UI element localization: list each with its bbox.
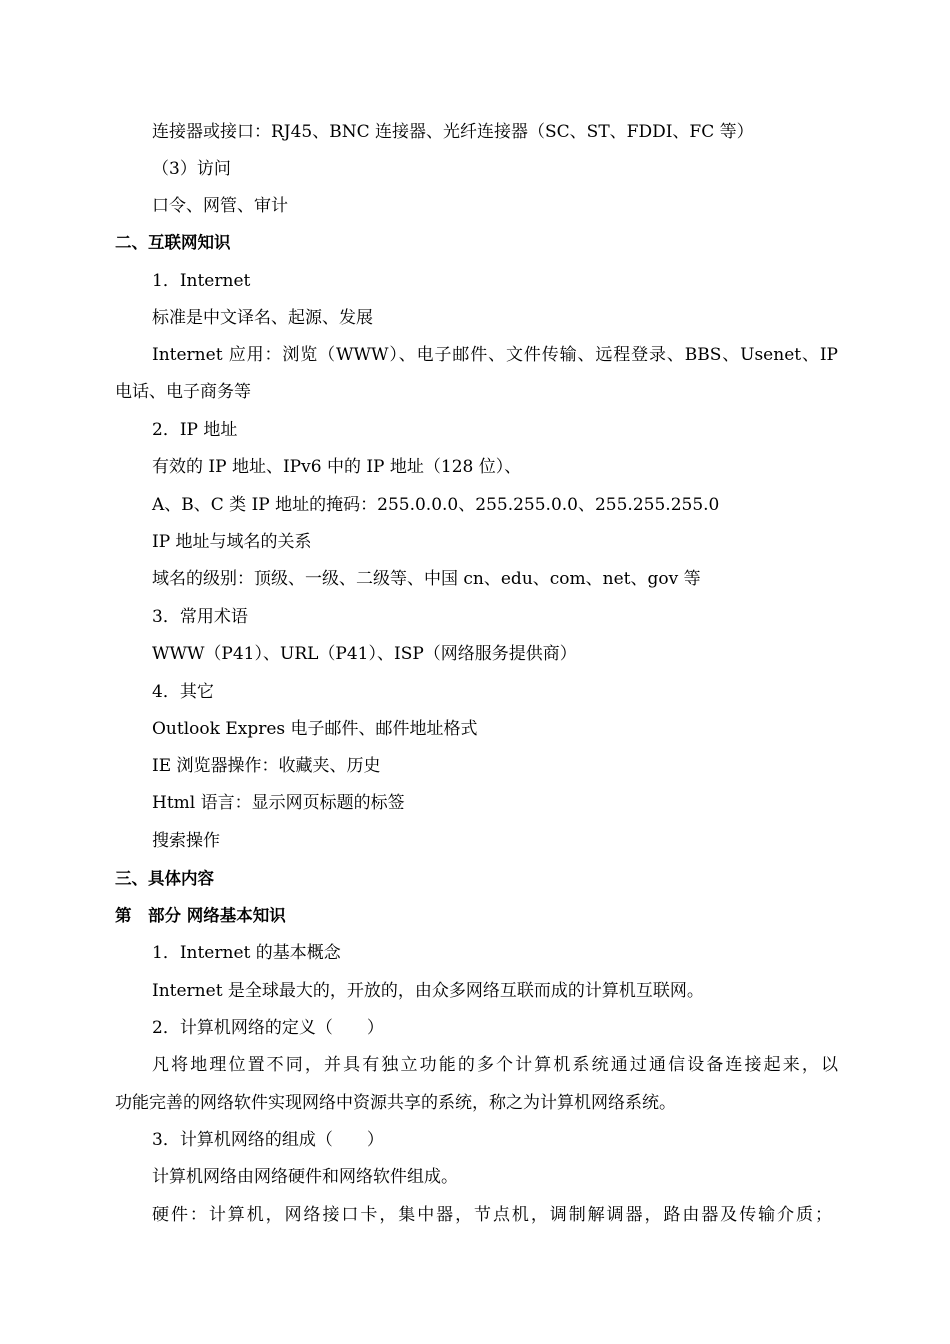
text-line-ie-browser: IE 浏览器操作：收藏夹、历史 — [152, 756, 381, 776]
subheading-internet: 1．Internet — [152, 271, 251, 291]
text-line-valid-ip: 有效的 IP 地址、IPv6 中的 IP 地址（128 位）、 — [152, 457, 522, 477]
section-heading-internet-knowledge: 二、互联网知识 — [115, 233, 231, 252]
text-line-network-definition-cont: 功能完善的网络软件实现网络中资源共享的系统，称之为计算机网络系统。 — [115, 1093, 676, 1113]
text-line-outlook: Outlook Expres 电子邮件、邮件地址格式 — [152, 719, 478, 739]
text-line-internet-standard: 标准是中文译名、起源、发展 — [152, 308, 373, 328]
text-line-connectors: 连接器或接口：RJ45、BNC 连接器、光纤连接器（SC、ST、FDDI、FC 等） — [152, 122, 754, 142]
text-line-terms: WWW（P41）、URL（P41）、ISP（网络服务提供商） — [152, 644, 577, 664]
subheading-network-definition: 2．计算机网络的定义（ ） — [152, 1018, 384, 1038]
text-line-subnet-masks: A、B、C 类 IP 地址的掩码：255.0.0.0、255.255.0.0、255.255.255.0 — [152, 495, 720, 515]
text-line-access-heading: （3）访问 — [152, 159, 231, 179]
text-line-network-definition: 凡将地理位置不同，并具有独立功能的多个计算机系统通过通信设备连接起来，以 — [152, 1055, 838, 1075]
subheading-other: 4．其它 — [152, 682, 214, 702]
subheading-common-terms: 3．常用术语 — [152, 607, 248, 627]
text-line-html: Html 语言：显示网页标题的标签 — [152, 793, 405, 813]
text-line-domain-levels: 域名的级别：顶级、一级、二级等、中国 cn、edu、com、net、gov 等 — [152, 569, 701, 589]
text-line-internet-definition: Internet 是全球最大的，开放的，由众多网络互联而成的计算机互联网。 — [152, 981, 704, 1001]
section-heading-specific-content: 三、具体内容 — [115, 869, 214, 888]
text-line-network-composition: 计算机网络由网络硬件和网络软件组成。 — [152, 1167, 458, 1187]
text-line-internet-apps: Internet 应用：浏览（WWW）、电子邮件、文件传输、远程登录、BBS、Usenet、IP — [152, 345, 838, 365]
text-line-internet-apps-cont: 电话、电子商务等 — [115, 382, 251, 402]
text-line-hardware: 硬件：计算机，网络接口卡，集中器，节点机，调制解调器，路由器及传输介质； — [152, 1205, 832, 1225]
text-line-ip-domain: IP 地址与域名的关系 — [152, 532, 312, 552]
subheading-ip-address: 2．IP 地址 — [152, 420, 238, 440]
text-line-search: 搜索操作 — [152, 831, 220, 851]
part-heading-network-basics: 第 部分 网络基本知识 — [115, 906, 286, 925]
subheading-internet-concept: 1．Internet 的基本概念 — [152, 943, 341, 963]
text-line-access-items: 口令、网管、审计 — [152, 196, 288, 216]
subheading-network-composition: 3．计算机网络的组成（ ） — [152, 1130, 384, 1150]
